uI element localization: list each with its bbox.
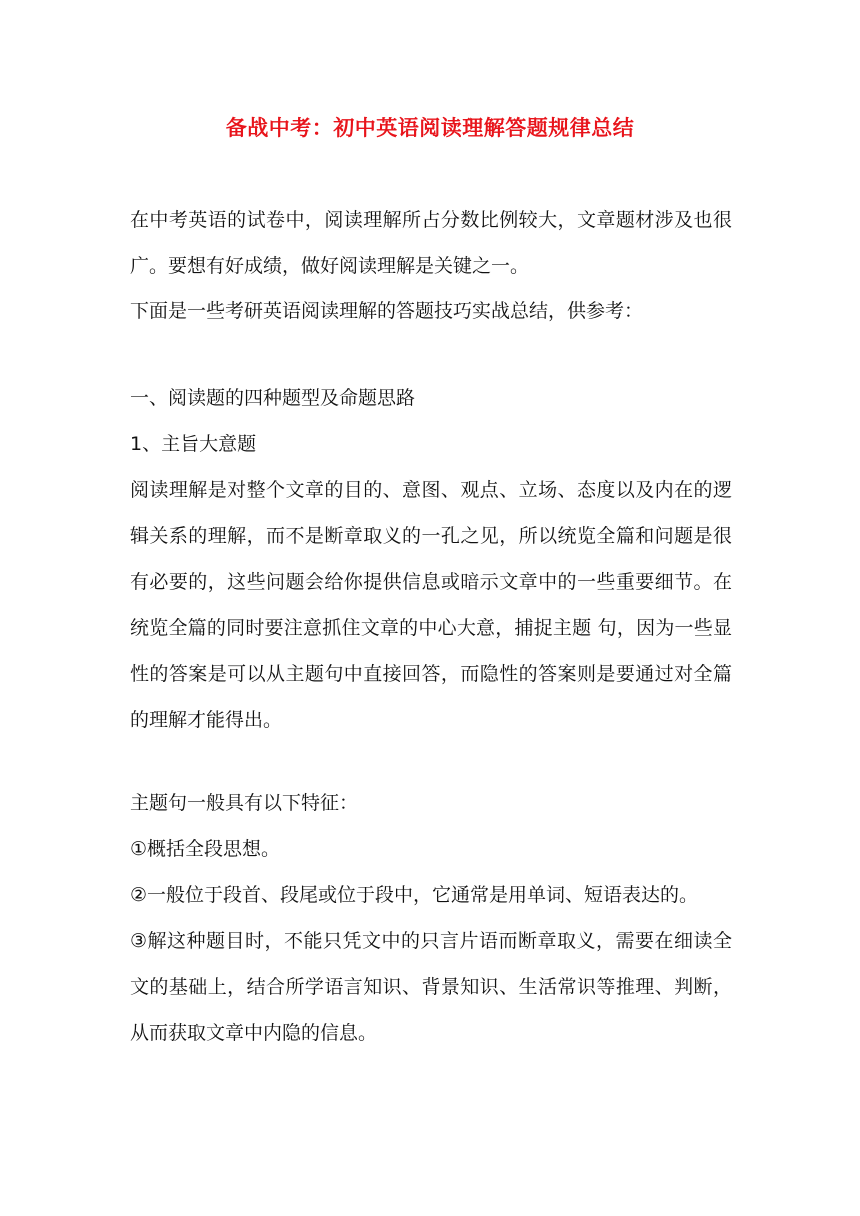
document-title: 备战中考：初中英语阅读理解答题规律总结 xyxy=(225,116,635,140)
feature-item-3: ③解这种题目时，不能只凭文中的只言片语而断章取义，需要在细读全文的基础上，结合所学语言知识、背景知识、生活常识等推理、判断，从而获取文章中内隐的信息。 xyxy=(130,930,732,1044)
subsection-heading: 1、主旨大意题 xyxy=(130,433,257,455)
feature-item-2: ②一般位于段首、段尾或位于段中，它通常是用单词、短语表达的。 xyxy=(130,884,699,906)
lead-paragraph: 下面是一些考研英语阅读理解的答题技巧实战总结，供参考： xyxy=(130,300,644,322)
intro-paragraph: 在中考英语的试卷中，阅读理解所占分数比例较大，文章题材涉及也很广。要想有好成绩，做好阅读理解是关键之一。 xyxy=(130,209,732,277)
feature-item-1: ①概括全段思想。 xyxy=(130,838,281,860)
features-intro: 主题句一般具有以下特征： xyxy=(130,792,359,814)
section-heading: 一、阅读题的四种题型及命题思路 xyxy=(130,387,416,409)
main-paragraph: 阅读理解是对整个文章的目的、意图、观点、立场、态度以及内在的逻辑关系的理解，而不是断章取义的一孔之见，所以统览全篇和问题是很有必要的，这些问题会给你提供信息或暗示文章中的一些重要细节。在统览全篇的同时要注意抓住文章的中心大意，捕捉主题 句，因为一些显性的答案是可以从主题句中直接回答，而隐性的答案则是要通过对全篇的理解才能得出。 xyxy=(130,479,732,731)
